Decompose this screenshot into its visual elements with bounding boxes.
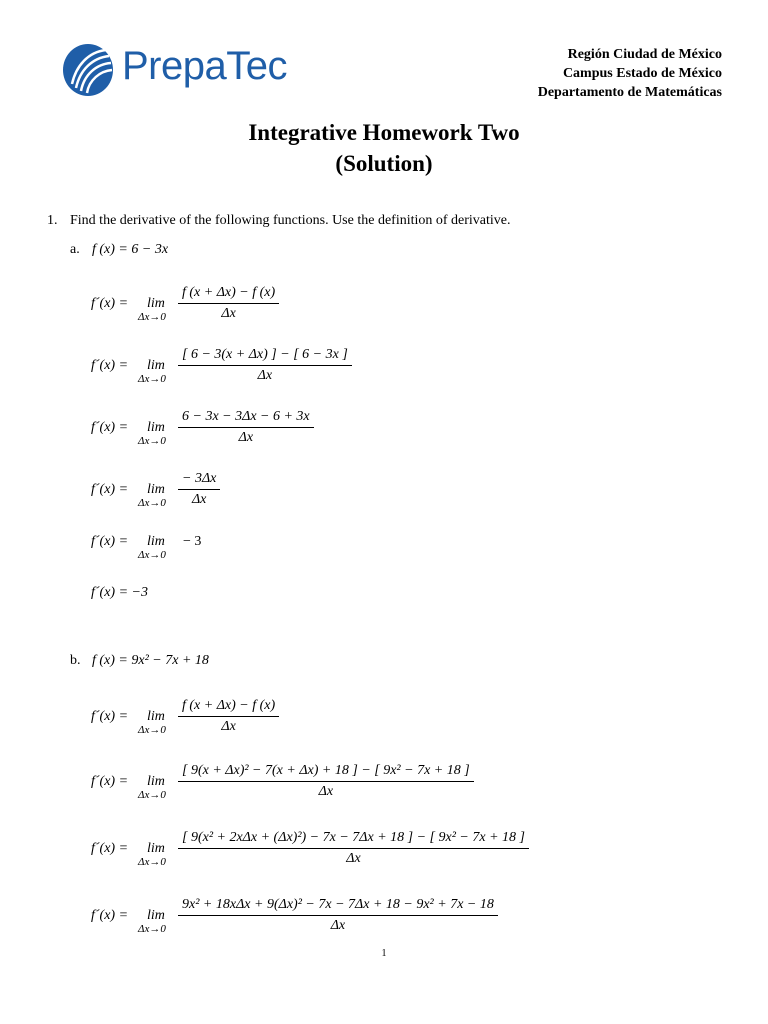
fraction [178,897,498,934]
limit-operator: lim [147,841,165,856]
prepatec-logo [62,40,292,100]
campus-line: Campus Estado de México [562,66,722,81]
numerator: − 3Δx [178,471,220,490]
derivative-lhs: f´(x) = [91,420,129,435]
question-number: 1. [47,213,58,228]
denominator: Δx [318,784,334,799]
part-letter: b. [70,653,81,668]
part-a-result: f´(x) = −3 [91,585,148,600]
page-title: Integrative Homework Two [248,120,520,145]
limit-subscript: Δx→0 [138,724,166,736]
denominator: Δx [346,851,361,866]
question-text: Find the derivative of the following functions. Use the definition of derivative. [70,213,511,228]
limit-operator: lim [147,709,165,724]
fraction [178,347,352,384]
limit-operator: lim [147,908,165,923]
derivative-lhs: f´(x) = [91,841,129,856]
denominator: Δx [330,918,346,933]
derivative-lhs: f´(x) = [91,358,129,373]
fraction [178,763,474,800]
derivative-lhs: f´(x) = [91,709,129,724]
derivative-lhs: f´(x) = [91,482,129,497]
limit-subscript: Δx→0 [138,923,166,935]
part-b-function: f (x) = 9x² − 7x + 18 [92,653,209,668]
region-line: Región Ciudad de México [567,47,722,62]
numerator: [ 9(x² + 2xΔx + (Δx)²) − 7x − 7Δx + 18 ] − [ 9x² − 7x + 18 ] [178,830,529,849]
limit-subscript: Δx→0 [138,373,166,385]
numerator: [ 9(x + Δx)² − 7(x + Δx) + 18 ] − [ 9x² − 7x + 18 ] [178,763,474,782]
denominator: Δx [191,492,207,507]
limit-subscript: Δx→0 [138,311,166,323]
fraction [178,830,529,867]
derivative-lhs: f´(x) = [91,296,129,311]
part-a-function: f (x) = 6 − 3x [92,242,169,257]
derivative-lhs: f´(x) = [91,534,129,549]
numerator: f (x + Δx) − f (x) [178,285,279,304]
limit-subscript: Δx→0 [138,856,166,868]
limit-expression: − 3 [183,534,202,549]
fraction [178,471,220,508]
part-b-heading [70,653,209,669]
limit-operator: lim [147,482,165,497]
limit-operator: lim [147,296,165,311]
brand-name: PrepaTec [122,44,287,88]
limit-operator: lim [147,534,165,549]
limit-subscript: Δx→0 [138,549,166,561]
derivative-lhs: f´(x) = [91,908,129,923]
denominator: Δx [257,368,273,383]
fraction [178,698,279,735]
limit-operator: lim [147,420,165,435]
question-1 [47,213,511,229]
numerator: f (x + Δx) − f (x) [178,698,279,717]
numerator: [ 6 − 3(x + Δx) ] − [ 6 − 3x ] [178,347,352,366]
part-letter: a. [70,242,80,257]
numerator: 9x² + 18xΔx + 9(Δx)² − 7x − 7Δx + 18 − 9x² + 7x − 18 [178,897,498,916]
prepatec-emblem-icon [62,40,116,98]
limit-operator: lim [147,358,165,373]
numerator: 6 − 3x − 3Δx − 6 + 3x [178,409,314,428]
denominator: Δx [221,306,236,321]
page-subtitle: (Solution) [335,151,433,176]
fraction [178,285,279,322]
fraction [178,409,314,446]
limit-operator: lim [147,774,165,789]
limit-subscript: Δx→0 [138,435,166,447]
limit-subscript: Δx→0 [138,497,166,509]
part-a-heading [70,242,168,258]
page-number: 1 [381,948,387,959]
denominator: Δx [238,430,254,445]
limit-subscript: Δx→0 [138,789,166,801]
institution-header [538,45,722,102]
department-line: Departamento de Matemáticas [537,85,722,100]
denominator: Δx [221,719,236,734]
derivative-lhs: f´(x) = [91,774,129,789]
